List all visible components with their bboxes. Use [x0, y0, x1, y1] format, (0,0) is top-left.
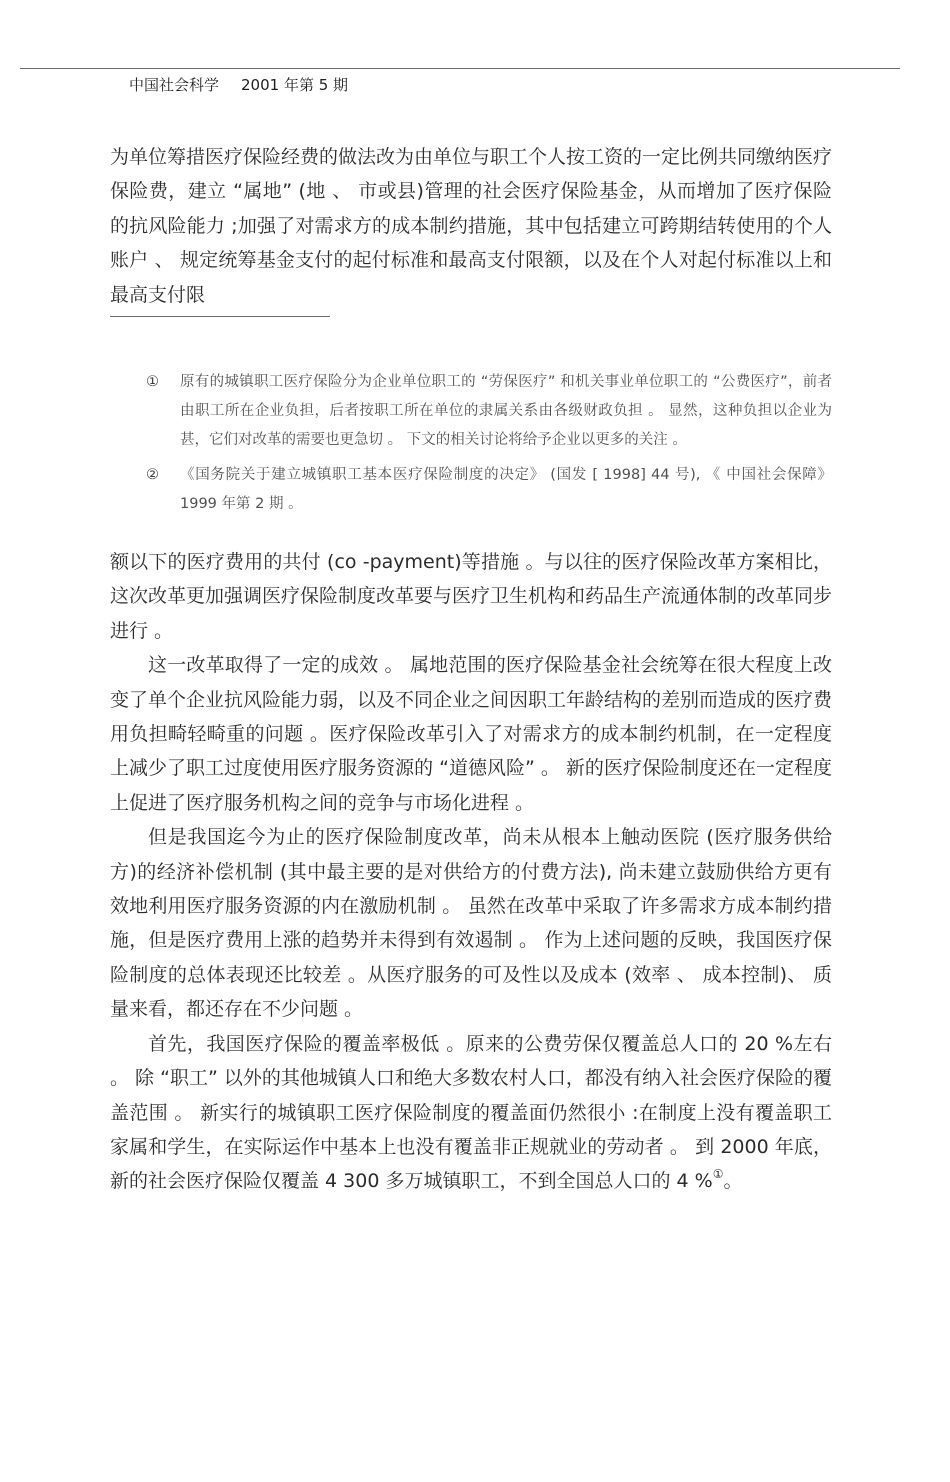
paragraph-coverage-end: 。	[723, 1170, 743, 1193]
paragraph-continuation: 额以下的医疗费用的共付 (co -payment)等措施 。与以往的医疗保险改革方案相比，这次改革更加强调医疗保险制度改革要与医疗卫生机构和药品生产流通体制的改革同步进行 。	[110, 551, 833, 642]
paragraph-coverage	[110, 1027, 832, 1199]
header-rule	[20, 68, 900, 69]
footnote-1-mark: ①	[146, 374, 159, 390]
footnote-1-text: 原有的城镇职工医疗保险分为企业单位职工的 “劳保医疗” 和机关事业单位职工的 “公费医疗”，前者由职工所在企业负担，后者按职工所在单位的隶属关系由各级财政负担 。 显然，这种负担以企业为甚，它们对改革的需要也更急切 。 下文的相关讨论将给予企业以更多的关注 。	[180, 374, 832, 448]
footnote-2-mark: ②	[146, 467, 159, 483]
footnote-1	[142, 368, 832, 455]
body-text-bottom	[110, 545, 832, 1199]
issue-label: 2001 年第 5 期	[241, 76, 349, 94]
body-text-top	[110, 140, 832, 312]
paragraph-coverage-text: 首先，我国医疗保险的覆盖率极低 。原来的公费劳保仅覆盖总人口的 20 %左右 。 除 “职工” 以外的其他城镇人口和绝大多数农村人口，都没有纳入社会医疗保险的覆盖范围 。 新实行的城镇职工医疗保险制度的覆盖面仍然很小 :在制度上没有覆盖职工家属和学生，在实际运作中基本上也没有覆盖非正规就业的劳动者 。 到 2000 年底，新的社会医疗保险仅覆盖 4 300 多万城镇职工，不到全国总人口的 4 %	[110, 1032, 832, 1193]
footnote-rule	[110, 316, 330, 317]
footnote-2-text: 《国务院关于建立城镇职工基本医疗保险制度的决定》 (国发 [ 1998] 44 号), 《 中国社会保障》 1999 年第 2 期 。	[180, 467, 832, 512]
running-head	[129, 74, 348, 95]
journal-name: 中国社会科学	[129, 76, 220, 94]
footnote-ref-1[interactable]: ①	[712, 1167, 724, 1182]
footnote-2	[142, 461, 832, 519]
paragraph-top: 为单位筹措医疗保险经费的做法改为由单位与职工个人按工资的一定比例共同缴纳医疗保险费，建立 “属地” (地 、 市或县)管理的社会医疗保险基金，从而增加了医疗保险的抗风险能力 ;加强了对需求方的成本制约措施，其中包括建立可跨期结转使用的个人账户 、 规定统筹基金支付的起付标准和最高支付限额，以及在个人对起付标准以上和最高支付限	[110, 146, 833, 306]
footnotes	[142, 368, 832, 525]
paragraph-achievements: 这一改革取得了一定的成效 。 属地范围的医疗保险基金社会统筹在很大程度上改变了单个企业抗风险能力弱，以及不同企业之间因职工年龄结构的差别而造成的医疗费用负担畸轻畸重的问题 。医疗保险改革引入了对需求方的成本制约机制，在一定程度上减少了职工过度使用医疗服务资源的 “道德风险” 。 新的医疗保险制度还在一定程度上促进了医疗服务机构之间的竞争与市场化进程 。	[110, 654, 833, 814]
paragraph-problems: 但是我国迄今为止的医疗保险制度改革，尚未从根本上触动医院 (医疗服务供给方)的经济补偿机制 (其中最主要的是对供给方的付费方法), 尚未建立鼓励供给方更有效地利用医疗服务资源的内在激励机制 。 虽然在改革中采取了许多需求方成本制约措施，但是医疗费用上涨的趋势并未得到有效遏制 。 作为上述问题的反映，我国医疗保险制度的总体表现还比较差 。从医疗服务的可及性以及成本 (效率 、 成本控制)、 质量来看，都还存在不少问题 。	[110, 826, 832, 1021]
